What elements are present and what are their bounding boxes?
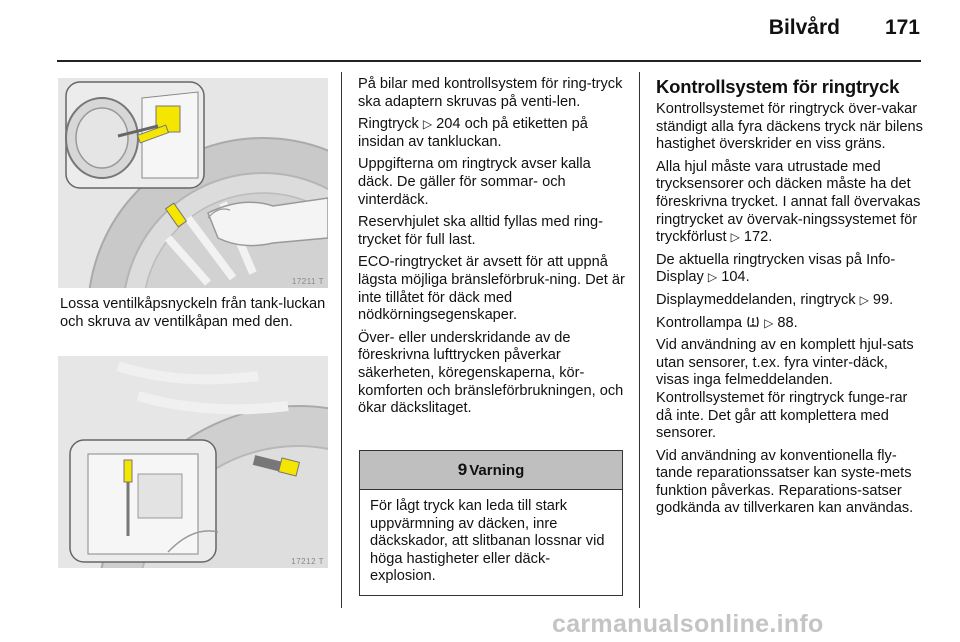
- page-ref[interactable]: 88: [777, 314, 794, 331]
- paragraph: På bilar med kontrollsystem för ring-tryck ska adaptern skruvas på venti-len.: [358, 76, 623, 110]
- paragraph: De aktuella ringtrycken visas på Info-Display ▷ 104.: [656, 251, 896, 286]
- paragraph: Ringtryck ▷ 204 och på etiketten på insidan av tankluckan.: [358, 116, 588, 150]
- warning-icon: 9: [457, 460, 468, 479]
- warning-box: [359, 450, 623, 596]
- paragraph: Vid användning av en komplett hjul-sats utan sensorer, t.ex. fyra vinter-däck, visas inga felmeddelanden. Kontrollsystemet för ringtryck funge-rar då inte. Det går att komplettera med sensorer.: [656, 337, 914, 442]
- page-header: [0, 0, 960, 62]
- page-ref[interactable]: 99: [872, 291, 890, 308]
- column-left: [60, 296, 328, 336]
- paragraph: Över- eller underskridande av de föreskrivna lufttrycken påverkar säkerheten, köregenskaperna, kör-komforten och bränsleförbrukningen, och ökar däckslitaget.: [358, 329, 624, 417]
- warning-title: Varning: [469, 461, 525, 479]
- paragraph: Vid användning av konventionella fly-tande reparationssatser kan syste-mets funktion påverkas. Reparations-satser godkända av tillverkaren kan användas.: [656, 447, 914, 517]
- page-ref-icon: ▷: [707, 270, 718, 285]
- page-ref[interactable]: 104: [721, 269, 746, 286]
- figure-valve-unscrew: [58, 356, 328, 568]
- tyre-pressure-warning-lamp-icon: [746, 315, 760, 329]
- column-right: [656, 76, 924, 523]
- section-title: Bilvård: [768, 16, 840, 39]
- column-divider: [639, 72, 640, 608]
- paragraph: Alla hjul måste vara utrustade med trycksensorer och däcken måste ha det föreskrivna trycket. I annat fall övervakas ringtrycket av övervak-ningssystemet för tryckförlust ▷ 172.: [656, 158, 921, 246]
- page-ref-icon: ▷: [764, 315, 774, 330]
- column-divider: [341, 72, 342, 608]
- page-ref-icon: ▷: [730, 230, 740, 245]
- page-number: 171: [884, 16, 920, 39]
- figure-code: 17211 T: [291, 277, 324, 286]
- warning-body: För lågt tryck kan leda till stark uppvärmning av däcken, inre däckskador, att slitbanan lossnar vid höga hastigheter eller däck-explosion.: [370, 498, 605, 585]
- paragraph: Displaymeddelanden, ringtryck ▷ 99.: [656, 291, 894, 308]
- paragraph: ECO-ringtrycket är avsett för att uppnå lägsta möjliga bränsleförbruk-ning. Det är inte tillåtet för däck med nödkörningsegenskaper.: [358, 254, 625, 324]
- page-ref-icon: ▷: [422, 117, 433, 132]
- paragraph: Reservhjulet ska alltid fyllas med ring-trycket för full last.: [358, 214, 603, 248]
- header-rule: [57, 60, 921, 62]
- page-ref-icon: ▷: [859, 292, 869, 307]
- section-heading: Kontrollsystem för ringtryck: [656, 76, 900, 97]
- paragraph: Uppgifterna om ringtryck avser kalla däck. De gäller för sommar- och vinterdäck.: [358, 156, 591, 208]
- paragraph: Kontrollsystemet för ringtryck över-vakar ständigt alla fyra däckens tryck när bilens hastighet överskrider en viss gräns.: [656, 101, 923, 153]
- paragraph: Lossa ventilkåpsnyckeln från tank-luckan och skruva av ventilkåpan med den.: [60, 296, 326, 330]
- warning-header: [360, 451, 622, 490]
- page-ref[interactable]: 204: [436, 116, 461, 133]
- page-ref[interactable]: 172: [743, 229, 769, 246]
- column-middle: [358, 76, 626, 423]
- watermark: carmanualsonline.info: [552, 610, 824, 638]
- figure-code: 17212 T: [291, 557, 324, 566]
- paragraph: Kontrollampa ▷ 88.: [656, 314, 798, 331]
- figure-valve-cap-key: [58, 78, 328, 288]
